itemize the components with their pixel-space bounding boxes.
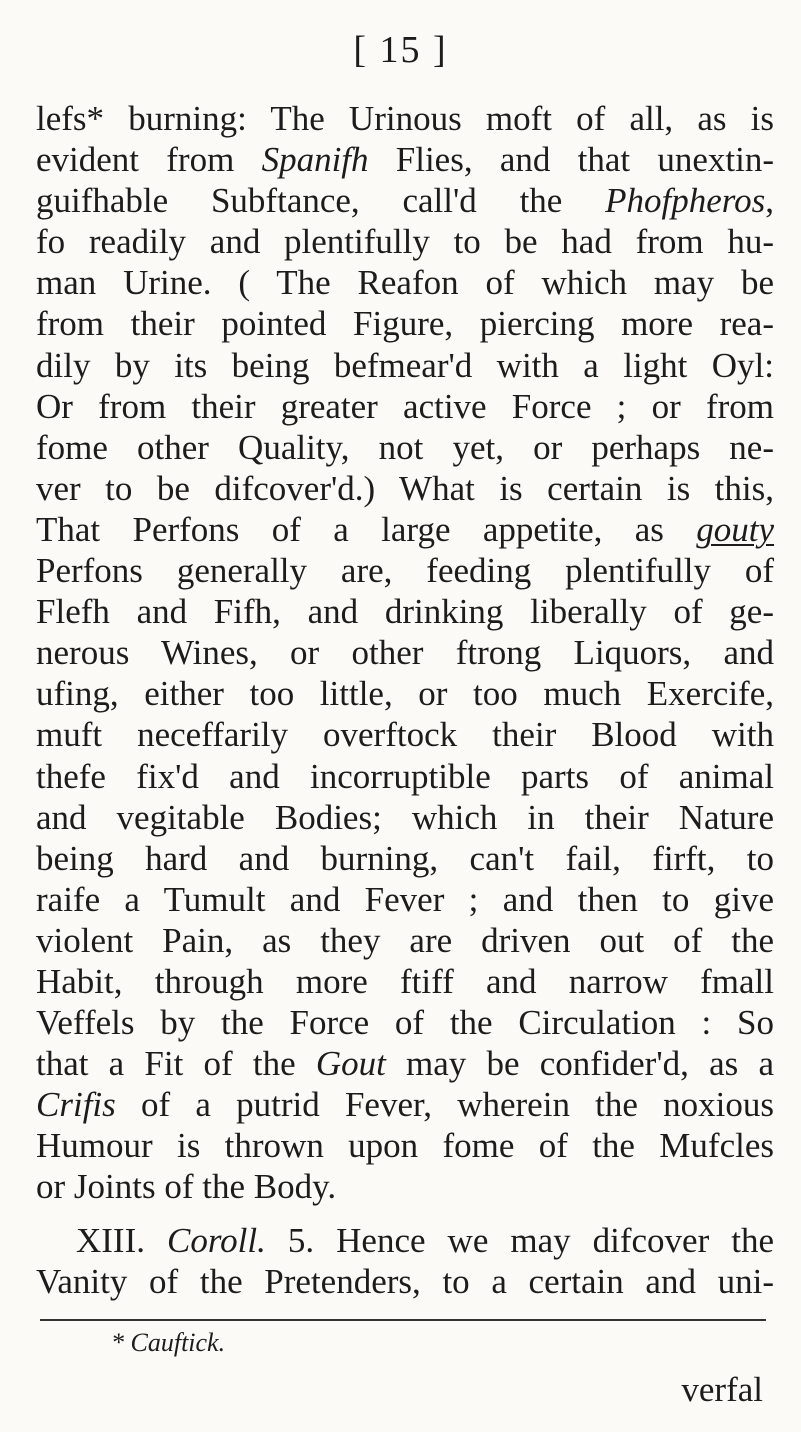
text-line: thefe fix'd and incorruptible parts of animal [36, 756, 774, 796]
corollary-line: XIII. Coroll. 5. Hence we may difcover the [76, 1220, 775, 1260]
text-line: Humour is thrown upon fome of the Mufcles [36, 1126, 774, 1166]
text-line: ufing, either too little, or too much Exercife, [36, 674, 774, 714]
text-line: ver to be difcover'd.) What is certain is this, [36, 468, 774, 508]
text-line: muft neceffarily overftock their Blood with [36, 715, 774, 755]
text-line: Or from their greater active Force ; or from [36, 386, 774, 426]
text-line: from their pointed Figure, piercing more rea- [36, 304, 774, 344]
text-line: man Urine. ( The Reafon of which may be [36, 263, 774, 303]
text-line: Perfons generally are, feeding plentifully of [36, 551, 774, 591]
text-line: guifhable Subftance, call'd the Phofpheros, [36, 181, 774, 221]
footnote-rule [40, 1319, 766, 1321]
text-line: Veffels by the Force of the Circulation : So [36, 1003, 774, 1043]
text-line: Habit, through more ftiff and narrow fmall [36, 961, 774, 1001]
text-line: nerous Wines, or other ftrong Liquors, and [36, 633, 774, 673]
text-line: fome other Quality, not yet, or perhaps ne- [36, 427, 774, 467]
corollary-line: Vanity of the Pretenders, to a certain and uni- [36, 1261, 774, 1301]
text-line: being hard and burning, can't fail, firft, to [36, 838, 774, 878]
text-line: Crifis of a putrid Fever, wherein the noxious [36, 1085, 774, 1125]
text-line: lefs* burning: The Urinous moft of all, as is [36, 99, 774, 138]
footnote: * Cauftick. [111, 1328, 226, 1357]
page-number: [ 15 ] [353, 29, 448, 71]
catchword: verfal [681, 1370, 763, 1409]
text-line: and vegitable Bodies; which in their Nature [36, 797, 774, 837]
text-line: that a Fit of the Gout may be confider'd, as a [36, 1044, 774, 1084]
text-line: fo readily and plentifully to be had from hu- [36, 222, 774, 262]
text-line: dily by its being befmear'd with a light Oyl: [36, 345, 774, 385]
text-line: raife a Tumult and Fever ; and then to give [36, 879, 774, 919]
text-line: evident from Spanifh Flies, and that unextin- [36, 140, 774, 180]
text-line: violent Pain, as they are driven out of the [36, 920, 774, 960]
text-line: That Perfons of a large appetite, as gouty [36, 509, 774, 549]
main-text [36, 98, 774, 1302]
text-line: Flefh and Fifh, and drinking liberally of ge- [36, 592, 774, 632]
text-line: or Joints of the Body. [36, 1167, 337, 1207]
